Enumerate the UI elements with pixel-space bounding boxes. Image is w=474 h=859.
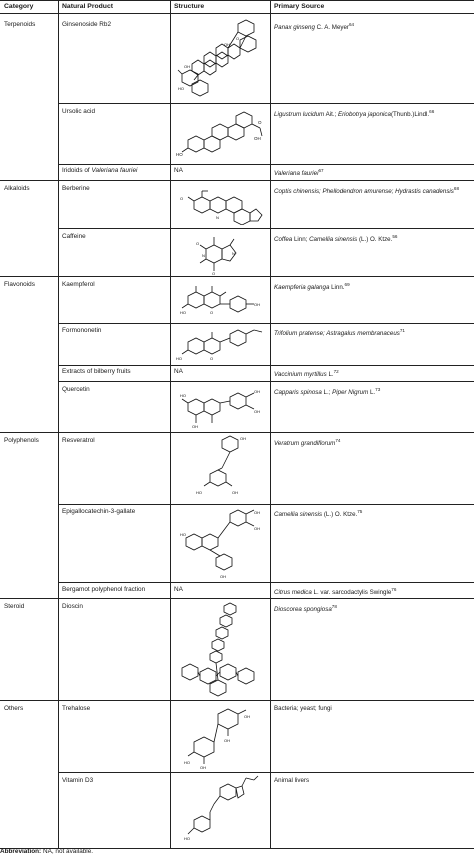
primary-source: Trifolium pratense; Astragalus membranaceus$^{71}$ [274,328,405,337]
berberine-structure [180,189,266,225]
header-primary-source: Primary Source [274,3,325,10]
table-header [0,0,474,14]
header-natural-product: Natural Product [62,3,113,10]
svg-text:OH: OH [254,526,260,531]
product-name: Extracts of bilberry fruits [62,368,131,375]
structure-na: NA [174,368,183,375]
product-name: Ginsenoside Rb2 [62,21,112,28]
svg-text:OH: OH [200,765,206,770]
svg-text:HO: HO [180,310,186,315]
svg-text:N: N [232,251,235,256]
row-divider [58,582,474,583]
row-divider [0,700,474,701]
svg-text:O: O [258,120,262,125]
svg-text:O: O [212,271,216,275]
category-polyphenols: Polyphenols [4,437,39,444]
primary-source: Coptis chinensis; Phellodendron amurense; Hydrastis canadensis$^{68}$ [274,186,460,195]
svg-text:HO: HO [184,836,190,841]
structure-na: NA [174,167,183,174]
svg-text:OH: OH [240,436,246,441]
product-name: Vitamin D3 [62,777,94,784]
row-divider [58,381,474,382]
primary-source: Capparis spinosa L.; Piper Nigrum L.$^{73}$ [274,387,381,396]
svg-text:OH: OH [244,714,250,719]
formononetin-structure [176,326,266,362]
svg-text:O: O [236,36,240,41]
primary-source: Ligustrum lucidum Ait.; Eriobotrya japonica(Thunb.)Lindl.$^{66}$ [274,109,435,118]
svg-text:O: O [196,241,200,246]
category-steroid: Steroid [4,603,25,610]
row-divider [58,772,474,773]
row-divider [58,323,474,324]
svg-text:OH: OH [220,574,226,579]
ursolic-acid-structure [176,106,266,162]
structure-na: NA [174,586,183,593]
row-divider [0,276,474,277]
dioscin-structure [176,602,266,698]
svg-text:OH: OH [224,738,230,743]
product-name: Trehalose [62,705,91,712]
category-flavonoids: Flavonoids [4,281,35,288]
primary-source: Camellia sinensis (L.) O. Ktze.$^{75}$ [274,509,363,518]
svg-text:HO: HO [196,490,202,495]
primary-source: Veratrum grandiflorum$^{74}$ [274,438,341,447]
footnote-text: NA, not available. [41,848,94,855]
product-name: Quercetin [62,386,90,393]
primary-source: Kaempferia galanga Linn.$^{69}$ [274,282,350,291]
primary-source: Bacteria; yeast; fungi [274,705,332,712]
svg-text:HO: HO [180,393,186,398]
footnote [0,848,93,856]
primary-source: Panax ginseng C. A. Meyer$^{64}$ [274,22,355,31]
svg-text:OH: OH [232,490,238,495]
vitamin-d3-structure [184,774,260,846]
svg-text:N: N [216,215,219,220]
primary-source: Valeriana fauriei$^{67}$ [274,168,324,177]
egcg-structure [180,508,266,580]
row-divider [0,432,474,433]
product-name: Berberine [62,185,90,192]
product-name: Caffeine [62,233,86,240]
row-divider [0,180,474,181]
caffeine-structure [196,235,246,275]
header-category: Category [4,3,34,10]
category-others: Others [4,705,24,712]
row-divider [58,228,474,229]
product-name: Bergamot polyphenol fraction [62,586,146,593]
svg-text:OH: OH [192,424,198,429]
primary-source: Vaccinium myrtillus L.$^{72}$ [274,369,339,378]
product-name: Formononetin [62,327,102,334]
category-alkaloids: Alkaloids [4,185,30,192]
svg-text:O: O [210,356,214,361]
svg-text:O: O [180,196,184,201]
svg-text:OH: OH [254,302,260,307]
product-name: Epigallocatechin-3-gallate [62,508,136,515]
primary-source: Citrus medica L. var. sarcodactylis Swingle$^{76}$ [274,587,397,596]
svg-text:HO: HO [184,760,190,765]
header-structure: Structure [174,3,205,10]
row-divider [58,103,474,104]
quercetin-structure [180,385,266,429]
row-divider [0,598,474,599]
column-divider [170,0,171,848]
row-divider [58,164,474,165]
category-terpenoids: Terpenoids [4,21,36,28]
primary-source: Animal livers [274,777,310,784]
svg-text:OH: OH [254,136,261,141]
product-name: Ursolic acid [62,108,96,115]
primary-source: Dioscorea spongiosa$^{78}$ [274,604,337,613]
svg-text:OH: OH [224,42,230,47]
svg-text:OH: OH [184,64,190,69]
product-name: Kaempferol [62,281,95,288]
product-name: Iridoids of Valeriana fauriei [62,167,138,174]
row-divider [58,504,474,505]
svg-text:HO: HO [176,152,183,157]
svg-text:N: N [202,253,205,258]
resveratrol-structure [196,434,256,502]
column-divider [58,0,59,848]
ginsenoside-rb2-structure [176,18,266,100]
product-name: Resveratrol [62,437,95,444]
svg-text:OH: OH [254,409,260,414]
svg-text:HO: HO [176,356,182,361]
svg-text:HO: HO [178,86,184,91]
svg-text:OH: OH [254,389,260,394]
product-name: Dioscin [62,603,83,610]
kaempferol-structure [180,284,266,320]
primary-source: Coffea Linn; Camellia sinensis (L.) O. Ktze.$^{56}$ [274,234,398,243]
row-divider [58,365,474,366]
svg-text:OH: OH [254,510,260,515]
svg-text:HO: HO [180,532,186,537]
trehalose-structure [184,706,254,770]
svg-text:O: O [210,310,214,315]
footnote-label: Abbreviation: [0,848,42,855]
column-divider [270,0,271,848]
